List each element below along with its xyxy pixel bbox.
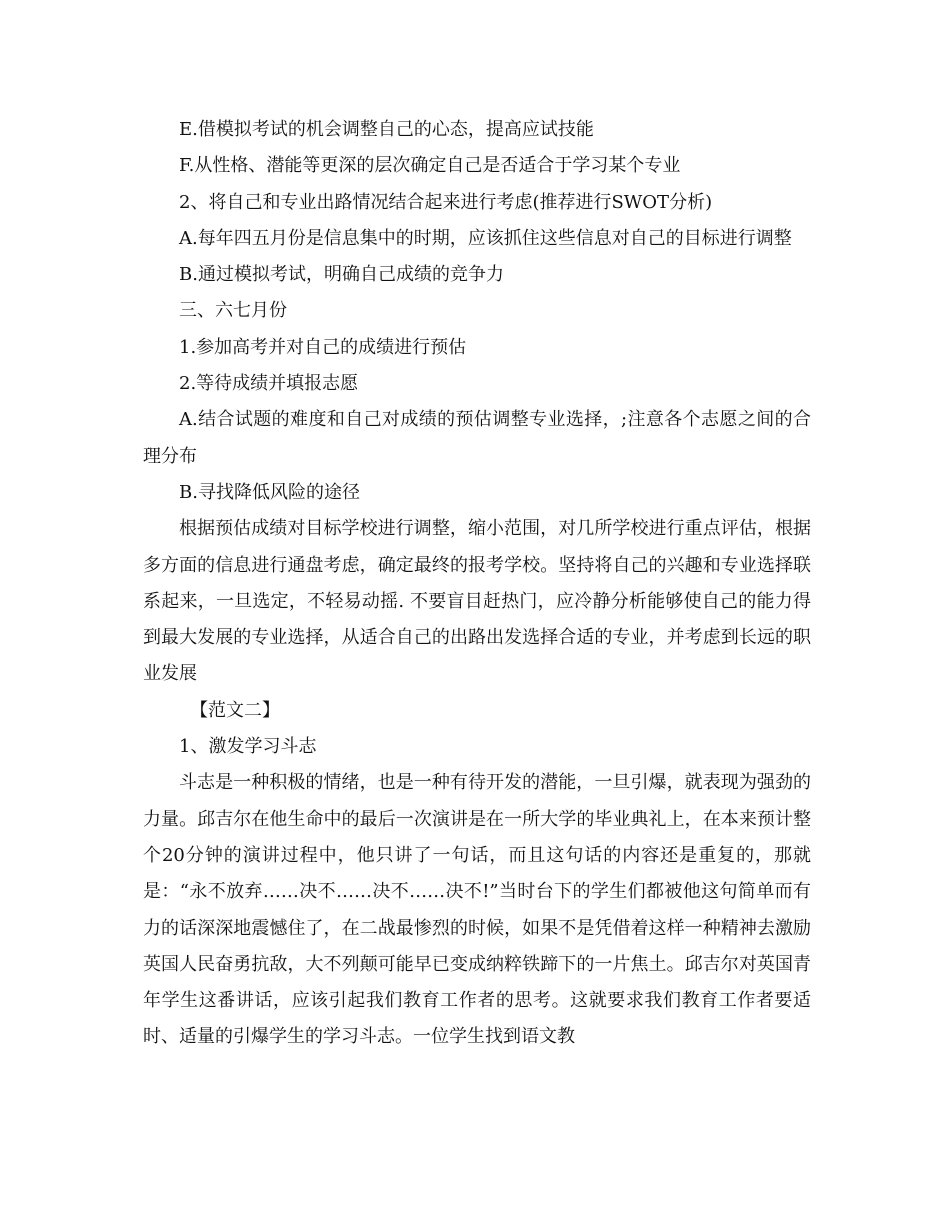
section-heading-sample-2: 【范文二】 xyxy=(190,699,280,721)
paragraph-body-2: 斗志是一种积极的情绪，也是一种有待开发的潜能，一旦引爆，就表现为强劲的力量。邱吉尔在他生命中的最后一次演讲是在一所大学的毕业典礼上，在本来预计整个20分钟的演讲过程中，他只讲了一句话，而且这句话的内容还是重复的，那就是：“永不放弃……决不……决不……决不!”当时台下的学生们都被他这句简单而有力的话深深地震憾住了，在二战最惨烈的时候，如果不是凭借着这样一种精神去激励英国人民奋勇抗敌，大不列颠可能早已变成纳粹铁蹄下的一片焦土。邱吉尔对英国青年学生这番讲话，应该引起我们教育工作者的思考。这就要求我们教育工作者要适时、适量的引爆学生的学习斗志。一位学生找到语文教 xyxy=(143,772,811,1048)
paragraph-body-1: 根据预估成绩对目标学校进行调整，缩小范围，对几所学校进行重点评估，根据多方面的信息进行通盘考虑，确定最终的报考学校。坚持将自己的兴趣和专业选择联系起来，一旦选定，不轻易动摇. 不要盲目赶热门，应冷静分析能够使自己的能力得到最大发展的专业选择，从适合自己的出路出发选择合适的专业，并考虑到长远的职业发展 xyxy=(143,518,811,685)
paragraph-item-a-2: A.结合试题的难度和自己对成绩的预估调整专业选择，;注意各个志愿之间的合理分布 xyxy=(143,409,811,467)
paragraph-section-1: 1、激发学习斗志 xyxy=(179,736,317,758)
paragraph-item-b-2: B.寻找降低风险的途径 xyxy=(179,481,360,503)
section-heading-june-july: 三、六七月份 xyxy=(179,300,287,322)
paragraph-item-e: E.借模拟考试的机会调整自己的心态，提高应试技能 xyxy=(179,119,594,140)
paragraph-section-2: 2、将自己和专业出路情况结合起来进行考虑(推荐进行SWOT分析) xyxy=(179,191,713,213)
paragraph-step-1: 1.参加高考并对自己的成绩进行预估 xyxy=(179,336,467,358)
paragraph-step-2: 2.等待成绩并填报志愿 xyxy=(179,373,359,395)
document-body xyxy=(143,112,811,1056)
paragraph-item-a: A.每年四五月份是信息集中的时期，应该抓住这些信息对自己的目标进行调整 xyxy=(179,227,792,249)
paragraph-item-f: F.从性格、潜能等更深的层次确定自己是否适合于学习某个专业 xyxy=(179,155,681,177)
paragraph-item-b: B.通过模拟考试，明确自己成绩的竞争力 xyxy=(179,264,504,286)
